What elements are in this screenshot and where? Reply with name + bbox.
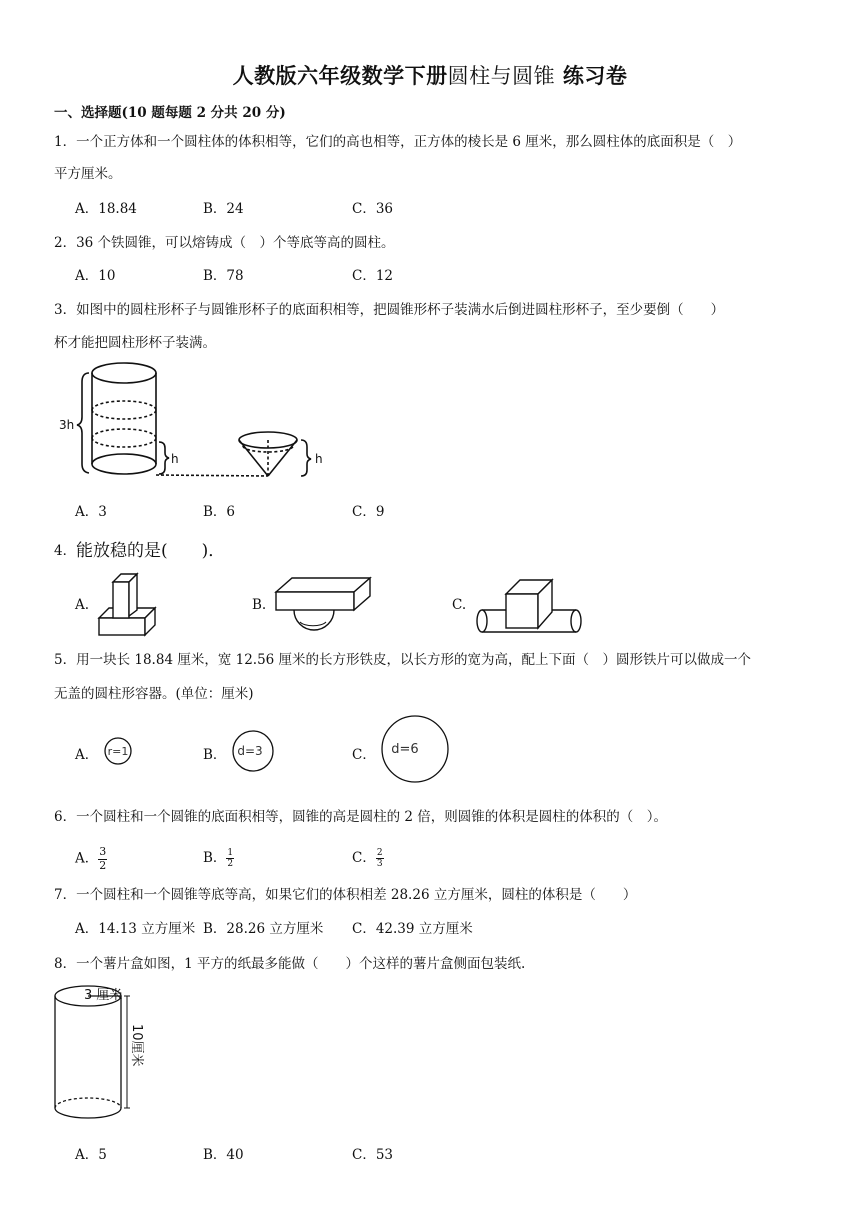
q4-figure-a	[95, 570, 165, 638]
q5-label-c: d=6	[391, 742, 419, 757]
q3-option-a[interactable]: A．3	[75, 504, 107, 520]
q4-option-c[interactable]: C.	[452, 597, 467, 613]
title-part-2: 圆柱与圆锥	[447, 64, 556, 88]
q5-label-a: r=1	[107, 745, 129, 758]
label-3cm: 3 厘米	[84, 988, 123, 1003]
q5-option-c[interactable]: C．	[352, 747, 376, 763]
q2-option-c[interactable]: C．12	[352, 268, 394, 284]
q6-option-c[interactable]	[352, 846, 384, 869]
q5-label-b: d=3	[237, 744, 263, 758]
q5-option-a[interactable]: A．	[75, 747, 99, 763]
q6-option-c-letter: C．	[352, 850, 376, 866]
title-part-3: 练习卷	[562, 63, 628, 88]
q5-option-b[interactable]: B．	[203, 747, 227, 763]
question-7-text: 7．一个圆柱和一个圆锥等底等高，如果它们的体积相差 28.26 立方厘米，圆柱的体积是（ ）	[54, 887, 637, 903]
question-6-text: 6．一个圆柱和一个圆锥的底面积相等，圆锥的高是圆柱的 2 倍，则圆锥的体积是圆柱的体积的（ ）。	[54, 809, 668, 825]
title-part-1: 人教版六年级数学下册	[232, 63, 448, 88]
section-heading: 一、选择题(10 题每题 2 分共 20 分)	[54, 105, 286, 121]
q6-option-a-letter: A．	[75, 850, 99, 867]
q7-option-a[interactable]: A．14.13 立方厘米	[75, 921, 196, 937]
page-title	[0, 60, 860, 90]
q1-option-a[interactable]: A．18.84	[75, 201, 137, 217]
question-2-text: 2．36 个铁圆锥，可以熔铸成（ ）个等底等高的圆柱。	[54, 235, 395, 251]
label-h-cylinder: h	[171, 452, 179, 466]
fraction-3-2: $\frac{3}{2}$	[99, 845, 107, 872]
q4-figure-c	[470, 572, 585, 637]
question-1-text-cont: 平方厘米。	[54, 166, 122, 182]
fraction-2-3: $\frac{2}{3}$	[376, 847, 383, 869]
q6-option-a[interactable]	[75, 846, 107, 872]
question-3-text: 3．如图中的圆柱形杯子与圆锥形杯子的底面积相等，把圆锥形杯子装满水后倒进圆柱形杯子，至少要倒（ ）	[54, 302, 725, 318]
q6-option-b[interactable]	[203, 846, 234, 869]
label-h-cone: h	[315, 452, 323, 466]
q1-option-b[interactable]: B．24	[203, 201, 244, 217]
q4-option-b[interactable]: B.	[252, 597, 267, 613]
q2-option-b[interactable]: B．78	[203, 268, 244, 284]
question-8-text: 8．一个薯片盒如图，1 平方的纸最多能做（ ）个这样的薯片盒侧面包装纸.	[54, 956, 526, 972]
question-4-number: 4．	[54, 543, 77, 559]
q5-circle-b	[230, 728, 276, 774]
cylinder-cone-figure	[55, 360, 345, 485]
q3-option-c[interactable]: C．9	[352, 504, 385, 520]
q1-option-c[interactable]: C．36	[352, 201, 394, 217]
question-1-text: 1．一个正方体和一个圆柱体的体积相等，它们的高也相等，正方体的棱长是 6 厘米，那么圆柱体的底面积是（ ）	[54, 134, 742, 150]
q8-option-b[interactable]: B．40	[203, 1147, 244, 1163]
q4-option-a[interactable]: A.	[75, 597, 90, 613]
q2-option-a[interactable]: A．10	[75, 268, 116, 284]
q8-option-a[interactable]: A．5	[75, 1147, 107, 1163]
q8-option-c[interactable]: C．53	[352, 1147, 394, 1163]
label-10cm: 10厘米	[129, 1024, 144, 1067]
question-3-text-cont: 杯才能把圆柱形杯子装满。	[54, 335, 216, 351]
question-5-text-cont: 无盖的圆柱形容器。(单位：厘米)	[54, 686, 254, 702]
chip-box-figure	[50, 980, 160, 1130]
label-3h: 3h	[59, 418, 75, 432]
q3-option-b[interactable]: B．6	[203, 504, 236, 520]
question-4-text: 能放稳的是( )．	[76, 541, 226, 561]
q7-option-c[interactable]: C．42.39 立方厘米	[352, 921, 473, 937]
fraction-1-2: $\frac{1}{2}$	[227, 847, 234, 869]
q5-circle-c	[378, 712, 452, 786]
question-5-text: 5．用一块长 18.84 厘米，宽 12.56 厘米的长方形铁皮，以长方形的宽为高，配上下面（ ）圆形铁片可以做成一个	[54, 652, 752, 668]
q7-option-b[interactable]: B．28.26 立方厘米	[203, 921, 324, 937]
q5-circle-a	[101, 735, 135, 767]
q6-option-b-letter: B．	[203, 850, 227, 866]
q4-figure-b	[270, 572, 380, 642]
